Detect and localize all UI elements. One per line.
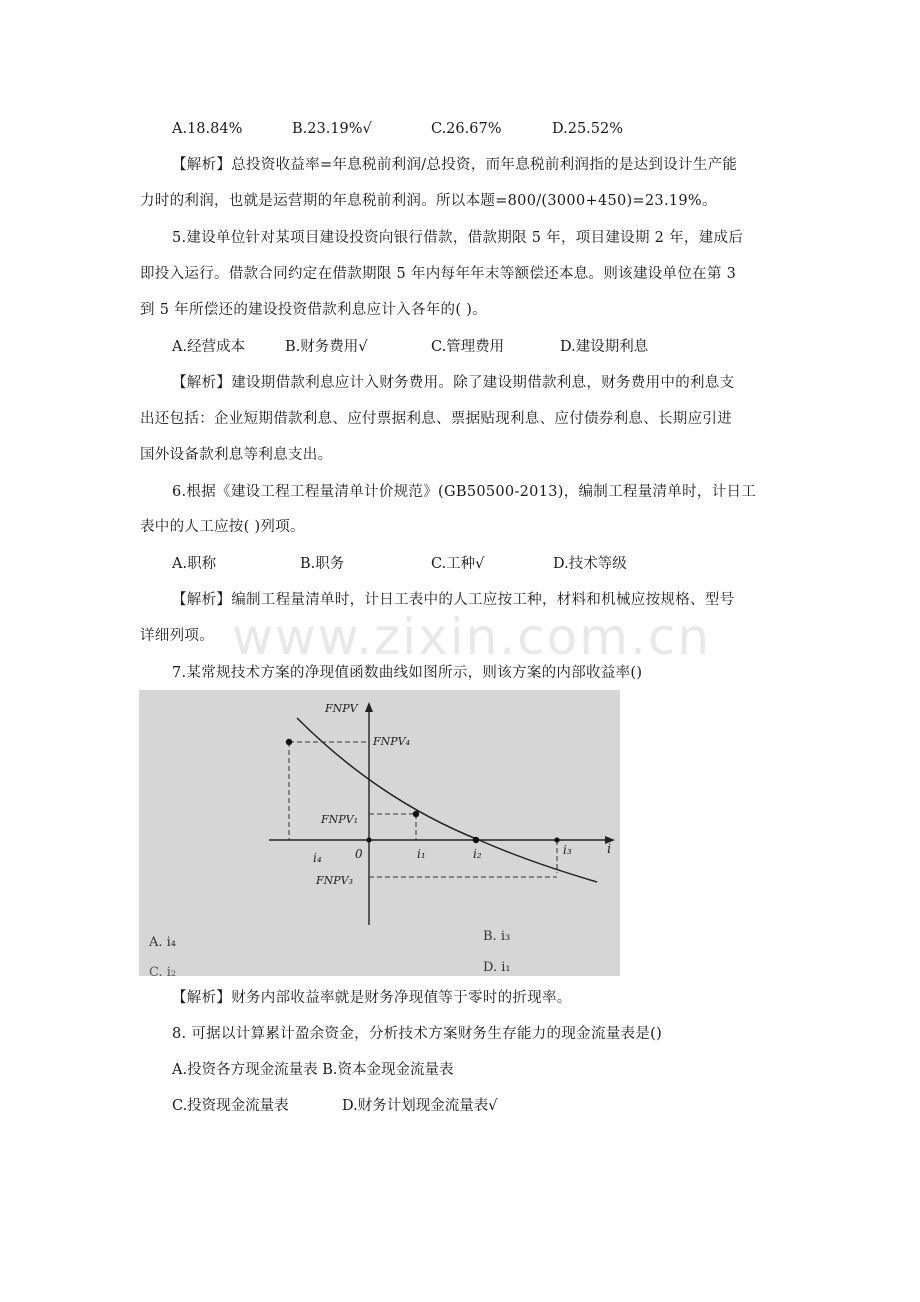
q4-option-c: C.26.67% bbox=[431, 121, 502, 137]
q8-option-c: C.投资现金流量表 bbox=[172, 1098, 289, 1114]
npv-curve-figure bbox=[139, 690, 620, 976]
q7-option-a: A. i₄ bbox=[149, 935, 177, 950]
point-i3-axis bbox=[554, 837, 559, 842]
q7-stem: 7.某常规技术方案的净现值函数曲线如图所示，则该方案的内部收益率() bbox=[172, 665, 643, 681]
q5-analysis-line: 【解析】建设期借款利息应计入财务费用。除了建设期借款利息，财务费用中的利息支 bbox=[172, 375, 735, 391]
point-i2 bbox=[473, 837, 479, 843]
q4-option-b: B.23.19%√ bbox=[292, 121, 372, 137]
q5-option-d: D.建设期利息 bbox=[560, 339, 649, 355]
q4-option-a: A.18.84% bbox=[172, 121, 243, 137]
label-i4: i₄ bbox=[313, 851, 322, 865]
q6-stem-line: 6.根据《建设工程工程量清单计价规范》(GB50500-2013)，编制工程量清单时，计日工 bbox=[172, 484, 757, 500]
q5-option-c: C.管理费用 bbox=[431, 339, 505, 355]
y-axis-arrow bbox=[365, 702, 373, 712]
q7-option-c: C. i₂ bbox=[149, 965, 177, 976]
watermark: www.zixin.com.cn bbox=[232, 608, 712, 666]
q6-option-d: D.技术等级 bbox=[553, 556, 627, 572]
label-i1: i₁ bbox=[417, 847, 426, 861]
q6-option-a: A.职称 bbox=[172, 556, 217, 572]
q5-option-a: A.经营成本 bbox=[172, 339, 246, 355]
q5-stem-line: 到 5 年所偿还的建设投资借款利息应计入各年的( )。 bbox=[140, 302, 487, 318]
point-origin bbox=[366, 837, 371, 842]
point-i1 bbox=[413, 811, 419, 817]
q6-analysis-line: 详细列项。 bbox=[140, 628, 214, 644]
q4-analysis-line: 力时的利润，也就是运营期的年息税前利润。所以本题=800/(3000+450)=23.19%。 bbox=[140, 193, 717, 209]
q7-analysis: 【解析】财务内部收益率就是财务净现值等于零时的折现率。 bbox=[172, 990, 572, 1006]
q7-option-b: B. i₃ bbox=[483, 929, 511, 944]
label-i2: i₂ bbox=[473, 847, 482, 861]
label-i3: i₃ bbox=[563, 843, 572, 857]
q4-analysis-line: 【解析】总投资收益率=年息税前利润/总投资，而年息税前利润指的是达到设计生产能 bbox=[172, 157, 738, 173]
origin-label: 0 bbox=[355, 847, 363, 861]
npv-curve-svg bbox=[139, 690, 620, 976]
q5-option-b: B.财务费用√ bbox=[285, 339, 368, 355]
x-axis-label: i bbox=[607, 842, 612, 857]
q8-option-ab: A.投资各方现金流量表 B.资本金现金流量表 bbox=[172, 1062, 454, 1078]
q8-stem: 8. 可据以计算累计盈余资金，分析技术方案财务生存能力的现金流量表是() bbox=[172, 1026, 663, 1042]
q6-option-b: B.职务 bbox=[300, 556, 345, 572]
q5-analysis-line: 国外设备款利息等利息支出。 bbox=[140, 447, 333, 463]
q7-option-d: D. i₁ bbox=[483, 960, 511, 975]
q6-analysis-line: 【解析】编制工程量清单时，计日工表中的人工应按工种，材料和机械应按规格、型号 bbox=[172, 592, 735, 608]
q4-option-d: D.25.52% bbox=[552, 121, 624, 137]
q6-option-c: C.工种√ bbox=[431, 556, 485, 572]
q5-stem-line: 即投入运行。借款合同约定在借款期限 5 年内每年年末等额偿还本息。则该建设单位在第 3 bbox=[140, 266, 737, 282]
label-fnpv3: FNPV₃ bbox=[316, 874, 354, 887]
y-axis-label: FNPV bbox=[325, 702, 358, 715]
label-fnpv4: FNPV₄ bbox=[373, 735, 411, 748]
q5-analysis-line: 出还包括：企业短期借款利息、应付票据利息、票据贴现利息、应付债券利息、长期应引进 bbox=[140, 411, 732, 427]
point-i4 bbox=[286, 739, 292, 745]
q5-stem-line: 5.建设单位针对某项目建设投资向银行借款，借款期限 5 年，项目建设期 2 年，建成后 bbox=[172, 230, 744, 246]
npv-curve bbox=[297, 718, 597, 882]
q8-option-d: D.财务计划现金流量表√ bbox=[342, 1098, 498, 1114]
label-fnpv1: FNPV₁ bbox=[321, 813, 359, 826]
q6-stem-line: 表中的人工应按( )列项。 bbox=[140, 519, 305, 535]
